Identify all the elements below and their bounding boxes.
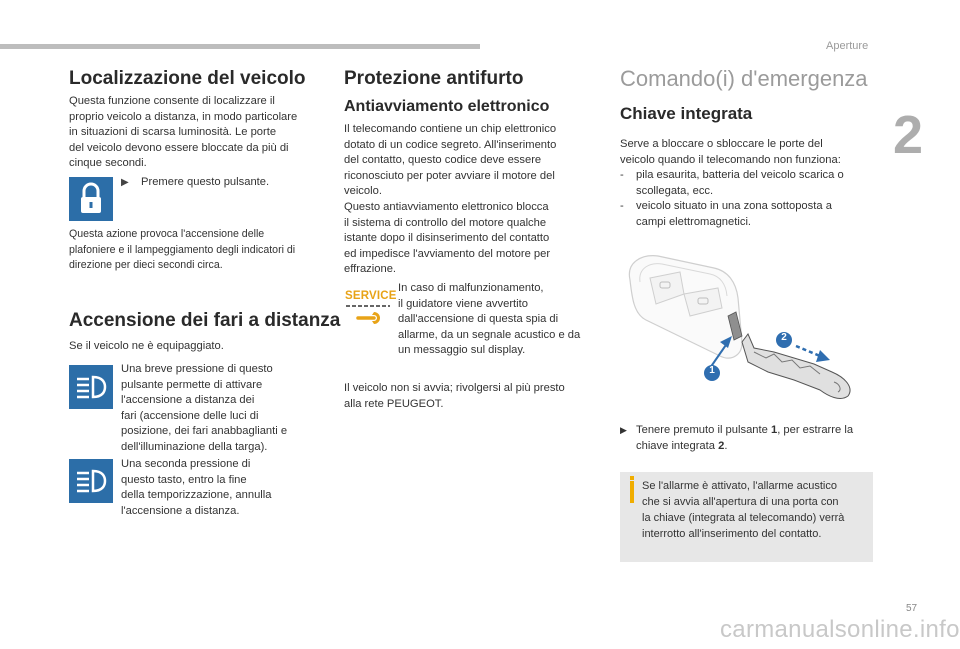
text-span: 1 (770, 424, 778, 436)
text-line: interrotto all'inserimento del contatto. (642, 528, 822, 540)
page-number: 57 (906, 603, 918, 614)
text-line: veicolo. (344, 185, 382, 198)
lock-step-text: Premere questo pulsante. (141, 176, 270, 188)
text-line: posizione, dei fari anabbaglianti e (121, 425, 288, 438)
headlight-button-icon (69, 365, 113, 409)
info-box (620, 472, 873, 562)
remote-lights-title: Accensione dei fari a distanza (69, 310, 341, 331)
text-line: un messaggio sul display. (398, 344, 526, 357)
text-line: pila esaurita, batteria del veicolo scarica o (636, 169, 844, 181)
text-line: direzione per dieci secondi circa. (69, 259, 223, 272)
text-line: ed impedisce l'avviamento del motore per (344, 247, 551, 260)
text-line: della temporizzazione, annulla (121, 489, 272, 502)
callout-2-label: 2 (781, 332, 787, 343)
text-line: dell'illuminazione della targa). (121, 440, 268, 453)
text-line: l'accensione a distanza dei (121, 394, 255, 407)
text-span: chiave integrata (636, 439, 719, 452)
text-line: il guidatore viene avvertito (398, 297, 528, 310)
arrow-bullet-icon: ▶ (121, 177, 129, 188)
text-line: Questa azione provoca l'accensione delle (69, 228, 265, 240)
info-text (642, 478, 844, 542)
text-line: cinque secondi. (69, 157, 147, 170)
dash-marker: - (620, 169, 624, 181)
text-line: veicolo situato in una zona sottoposta a (636, 200, 832, 213)
integrated-key-subtitle: Chiave integrata (620, 104, 753, 123)
text-line: istante dopo il disinserimento del contatto (344, 232, 550, 245)
text-line: Se il veicolo ne è equipaggiato. (69, 340, 224, 352)
integrated-key-step (620, 423, 853, 454)
text-line: fari (accensione delle luci di (121, 409, 259, 422)
text-line: l'accensione a distanza. (121, 504, 240, 517)
integrated-key-intro (620, 137, 841, 168)
headlight-button-icon-2 (69, 459, 113, 503)
text-span: Tenere premuto il pulsante (636, 424, 771, 436)
info-icon-dot (630, 476, 634, 480)
dash-item (620, 199, 844, 215)
remote-key-illustration (624, 250, 860, 400)
chapter-number: 2 (893, 105, 924, 165)
headlight-text-1 (121, 362, 287, 456)
immobilizer-subtitle: Antiavviamento elettronico (344, 98, 550, 115)
text-line: questo tasto, entro la fine (121, 473, 247, 486)
text-line: In caso di malfunzionamento, (398, 282, 544, 294)
equipment-note (69, 339, 224, 355)
text-line: scollegata, ecc. (636, 184, 714, 197)
text-line: pulsante permette di attivare (121, 378, 263, 391)
text-line: Il telecomando contiene un chip elettronico (344, 123, 557, 135)
lock-step (121, 175, 269, 191)
watermark: carmanualsonline.info (720, 616, 960, 643)
text-line: campi elettromagnetici. (636, 215, 752, 228)
text-line: alla rete PEUGEOT. (344, 397, 444, 410)
text-line: Questo antiavviamento elettronico blocca (344, 200, 549, 213)
text-line: Se l'allarme è attivato, l'allarme acustico (642, 480, 837, 492)
info-icon (630, 481, 634, 503)
arrow-bullet-icon: ▶ (620, 425, 627, 435)
step-line-2 (620, 439, 853, 455)
text-line: allarme, da un segnale acustico e da (398, 328, 581, 341)
text-line: Il veicolo non si avvia; rivolgersi al più presto (344, 382, 565, 394)
text-line: il sistema di controllo del motore qualche (344, 216, 547, 229)
localization-title: Localizzazione del veicolo (69, 68, 306, 89)
header-rule (0, 44, 480, 49)
lock-button-icon (69, 177, 113, 221)
step-line-1 (620, 423, 853, 439)
text-line: Una seconda pressione di (121, 458, 251, 470)
service-label: SERVICE (345, 290, 397, 302)
localization-intro (69, 94, 297, 172)
text-line: dotato di un codice segreto. All'inserimento (344, 138, 557, 151)
lock-note (69, 227, 295, 274)
text-line: Questa funzione consente di localizzare il (69, 95, 275, 107)
text-line: effrazione. (344, 263, 397, 276)
text-span: . (724, 439, 728, 452)
text-line: del contatto, questo codice deve essere (344, 154, 542, 167)
text-line: proprio veicolo a distanza, in modo particolare (69, 110, 298, 123)
text-line: Una breve pressione di questo (121, 363, 273, 375)
service-text (398, 281, 580, 359)
text-line: plafoniere e il lampeggiamento degli indicatori di (69, 243, 296, 256)
section-header: Aperture (826, 40, 869, 52)
immobilizer-body (344, 122, 556, 278)
text-line: del veicolo devono essere bloccate da più di (69, 141, 289, 154)
emergency-title: Comando(i) d'emergenza (620, 66, 868, 91)
text-line: riconosciuto per poter avviare il motore del (344, 169, 555, 182)
text-line: veicolo quando il telecomando non funziona: (620, 153, 841, 166)
dash-marker: - (620, 200, 624, 213)
antitheft-title: Protezione antifurto (344, 68, 524, 89)
text-line: in situazioni di scarsa luminosità. Le porte (69, 126, 277, 139)
dash-list (620, 168, 844, 230)
headlight-text-2 (121, 457, 272, 519)
dash-item (620, 168, 844, 184)
text-line: dall'accensione di questa spia di (398, 313, 559, 326)
text-line: che si avvia all'apertura di una porta con (642, 496, 839, 508)
callout-1-label: 1 (709, 365, 715, 376)
text-span: 2 (718, 439, 725, 452)
antitheft-footer (344, 381, 565, 412)
text-line: Serve a bloccare o sbloccare le porte del (620, 138, 823, 150)
text-span: , per estrarre la (777, 424, 854, 436)
text-line: la chiave (integrata al telecomando) verrà (642, 512, 845, 524)
service-warning-icon (344, 288, 397, 328)
